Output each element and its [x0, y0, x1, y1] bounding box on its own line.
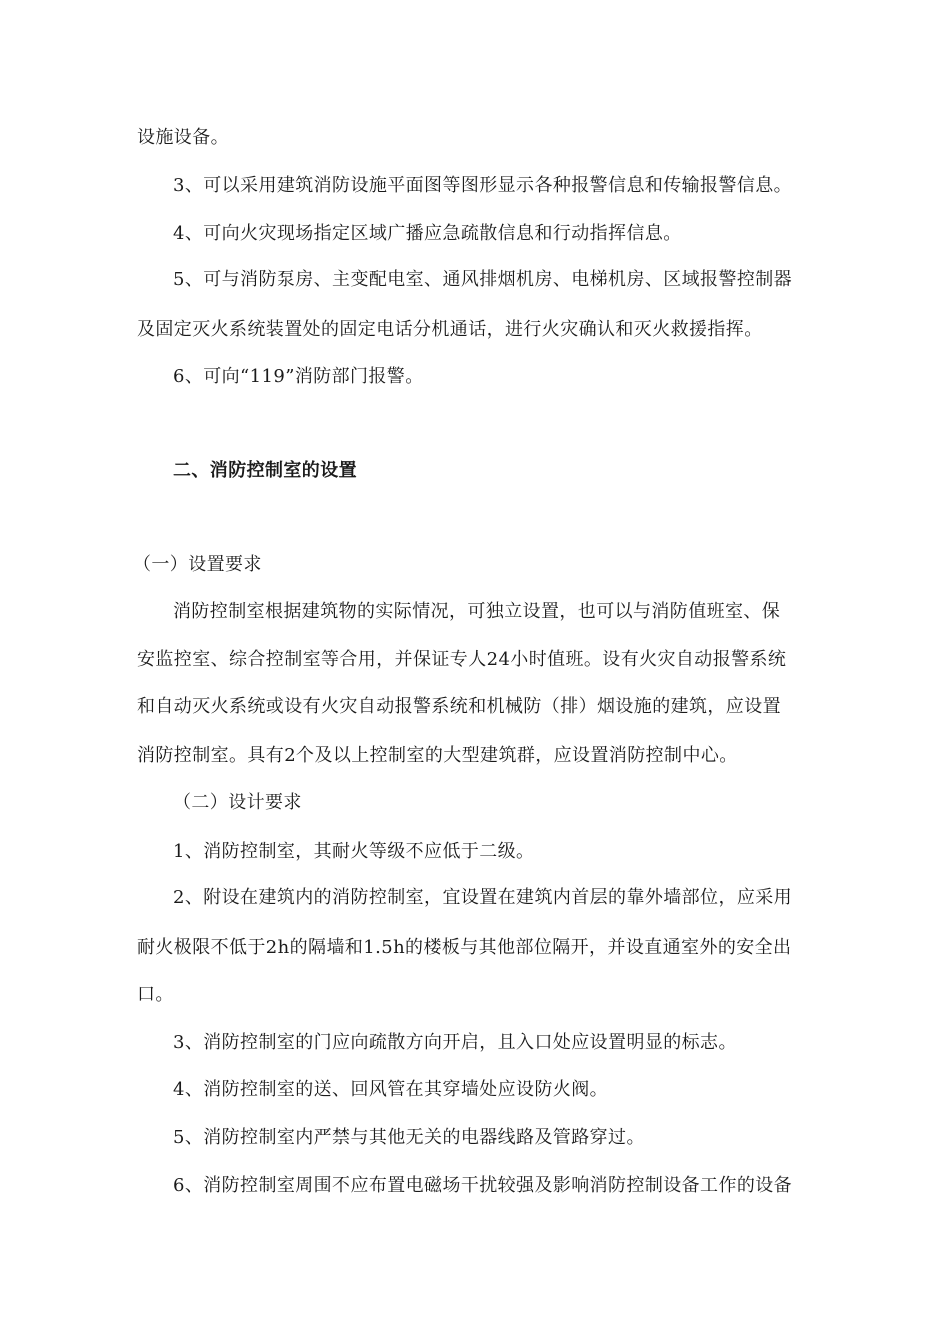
paragraph-line: 安监控室、综合控制室等合用，并保证专人24小时值班。设有火灾自动报警系统 [137, 649, 787, 670]
paragraph-line: 和自动灭火系统或设有火灾自动报警系统和机械防（排）烟设施的建筑，应设置 [137, 696, 781, 717]
paragraph-line: 消防控制室。具有2个及以上控制室的大型建筑群，应设置消防控制中心。 [137, 745, 738, 766]
paragraph-line: 设施设备。 [137, 127, 229, 148]
list-item-4: 4、消防控制室的送、回风管在其穿墙处应设防火阀。 [173, 1079, 609, 1100]
paragraph-line: 消防控制室根据建筑物的实际情况，可独立设置，也可以与消防值班室、保 [173, 601, 781, 622]
list-item-6: 6、消防控制室周围不应布置电磁场干扰较强及影响消防控制设备工作的设备 [173, 1175, 793, 1196]
list-item-5: 5、可与消防泵房、主变配电室、通风排烟机房、电梯机房、区域报警控制器 [173, 269, 793, 290]
list-item-6: 6、可向“119”消防部门报警。 [173, 366, 424, 387]
list-item-3: 3、消防控制室的门应向疏散方向开启，且入口处应设置明显的标志。 [173, 1032, 737, 1053]
subsection-heading: （一）设置要求 [133, 554, 262, 575]
list-item-5: 5、消防控制室内严禁与其他无关的电器线路及管路穿过。 [173, 1127, 645, 1148]
list-item-2: 2、附设在建筑内的消防控制室，宜设置在建筑内首层的靠外墙部位，应采用 [173, 887, 793, 908]
paragraph-line: 口。 [137, 984, 174, 1005]
list-item-4: 4、可向火灾现场指定区域广播应急疏散信息和行动指挥信息。 [173, 223, 682, 244]
paragraph-line: 及固定灭火系统装置处的固定电话分机通话，进行火灾确认和灭火救援指挥。 [137, 319, 763, 340]
section-heading: 二、消防控制室的设置 [173, 460, 357, 481]
list-item-1: 1、消防控制室，其耐火等级不应低于二级。 [173, 841, 535, 862]
paragraph-line: 耐火极限不低于2h的隔墙和1.5h的楼板与其他部位隔开，并设直通室外的安全出 [137, 937, 792, 958]
list-item-3: 3、可以采用建筑消防设施平面图等图形显示各种报警信息和传输报警信息。 [173, 175, 793, 196]
subsection-heading: （二）设计要求 [173, 792, 302, 813]
